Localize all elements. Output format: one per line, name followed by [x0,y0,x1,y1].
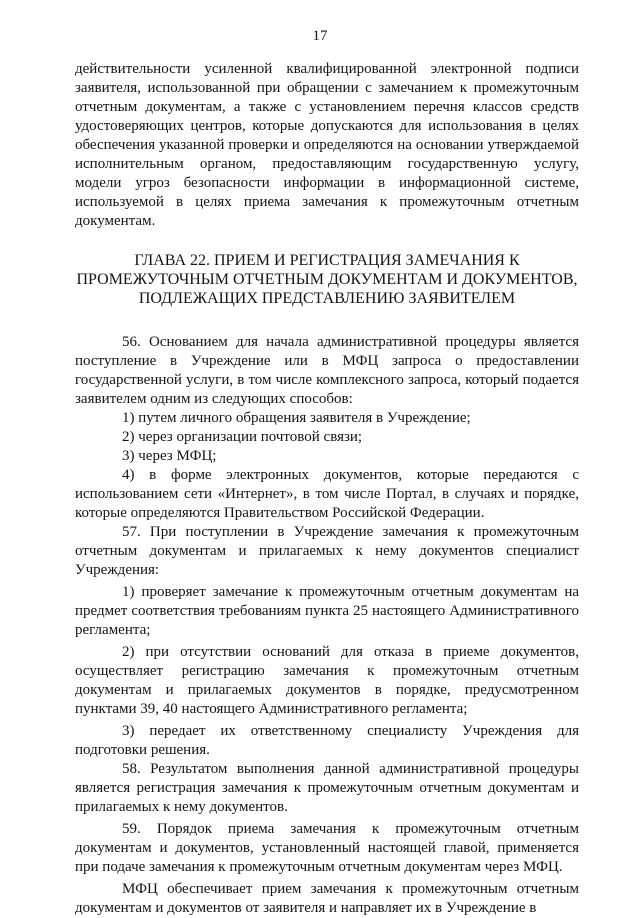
list-item-57-2: 2) при отсутствии оснований для отказа в приеме документов, осуществляет регистрацию замечания к промежуточным отчетным документам и прилагаемых документов в порядке, предусмотренном пунктами 39, 40 настоящего Административного регламента; [75,644,579,717]
paragraph-mfc: МФЦ обеспечивает прием замечания к промежуточным отчетным документам и документов от заявителя и направляет их в Учреждение в [75,881,579,916]
list-item-57-3: 3) передает их ответственному специалисту Учреждения для подготовки решения. [75,723,579,758]
list-item-56-2: 2) через организации почтовой связи; [122,429,363,445]
list-item-56-3: 3) через МФЦ; [122,448,217,464]
paragraph-59: 59. Порядок приема замечания к промежуточным отчетным документам и документов, установленный настоящей главой, применяется при подаче замечания к промежуточным отчетным документам через МФЦ. [75,821,579,875]
list-item-56-1: 1) путем личного обращения заявителя в Учреждение; [122,410,471,426]
paragraph-57: 57. При поступлении в Учреждение замечания к промежуточным отчетным документам и прилагаемых к нему документов специалист Учреждения: [75,524,579,578]
list-item-57-1: 1) проверяет замечание к промежуточным отчетным документам на предмет соответствия требованиям пункта 25 настоящего Административного регламента; [75,584,579,638]
paragraph-56: 56. Основанием для начала административной процедуры является поступление в Учреждение или в МФЦ запроса о предоставлении государственной услуги, в том числе комплексного запроса, который подается заявителем одним из следующих способов: [75,334,579,407]
list-item-56-4: 4) в форме электронных документов, которые передаются с использованием сети «Интернет», в том числе Портал, в случаях и порядке, которые определяются Правительством Российской Федерации. [75,467,579,521]
page-number: 17 [312,28,328,44]
document-body [75,60,579,918]
intro-paragraph: действительности усиленной квалифицированной электронной подписи заявителя, использованной при обращении с замечанием к промежуточным отчетным документам, а также с установлением перечня классов средств удостоверяющих центров, которые допускаются для использования в целях обеспечения указанной проверки и определяются на основании утверждаемой исполнительным органом, предоставляющим государственную услугу, модели угроз безопасности информации в информационной системе, используемой в целях приема замечания к промежуточным отчетным документам. [75,61,579,229]
chapter-title: ГЛАВА 22. ПРИЕМ И РЕГИСТРАЦИЯ ЗАМЕЧАНИЯ К ПРОМЕЖУТОЧНЫМ ОТЧЕТНЫМ ДОКУМЕНТАМ И ДОКУМЕНТОВ, ПОДЛЕЖАЩИХ ПРЕДСТАВЛЕНИЮ ЗАЯВИТЕЛЕМ [76,252,578,307]
paragraph-58: 58. Результатом выполнения данной административной процедуры является регистрация замечания к промежуточным отчетным документам и прилагаемых к нему документов. [75,761,579,815]
